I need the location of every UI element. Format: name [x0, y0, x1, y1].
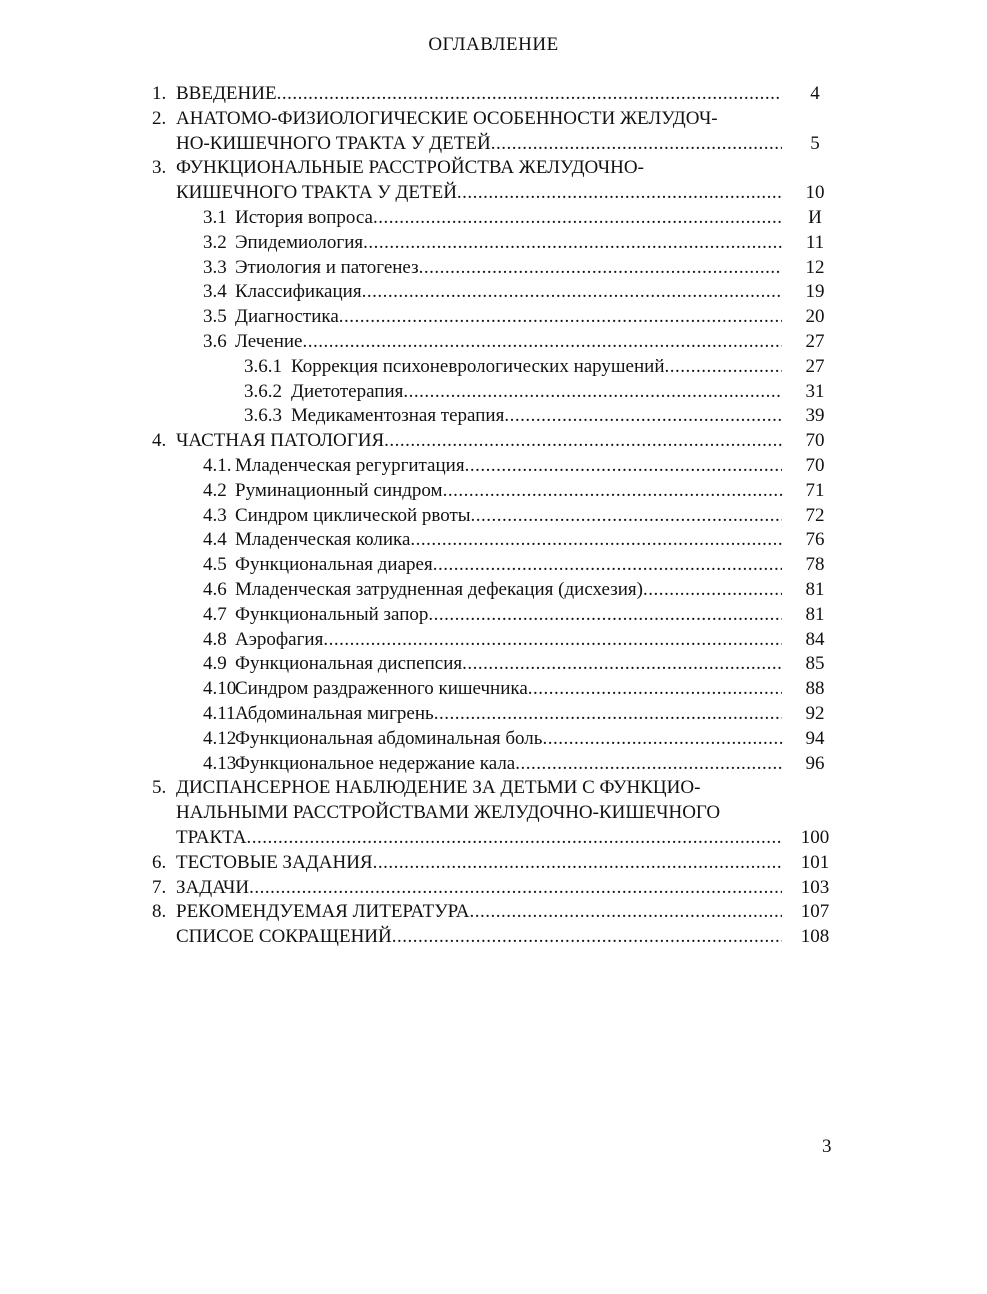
toc-entry-title: СПИСОЕ СОКРАЩЕНИЙ — [176, 926, 392, 948]
toc-entry — [0, 305, 987, 330]
toc-entry-title: Классификация — [235, 281, 362, 303]
dot-leader — [443, 479, 782, 504]
toc-entry-title: ДИСПАНСЕРНОЕ НАБЛЮДЕНИЕ ЗА ДЕТЬМИ С ФУНКЦИО- — [176, 777, 701, 799]
toc-entry-title: Синдром раздраженного кишечника — [235, 678, 528, 700]
toc-entry-title: Младенческая колика — [235, 529, 411, 551]
toc-entry-number: 4.5 — [203, 554, 227, 576]
toc-entry — [0, 429, 987, 454]
toc-entry-page: 94 — [805, 727, 825, 749]
toc-entry — [0, 826, 987, 851]
toc-entry-page: 4 — [810, 83, 820, 104]
toc-entry — [0, 355, 987, 380]
toc-entry-number: 4.9 — [203, 653, 227, 675]
dot-leader — [643, 578, 782, 603]
toc-entry-title: Эпидемиология — [235, 231, 364, 253]
dot-leader — [373, 206, 782, 231]
toc-entry — [0, 776, 987, 801]
toc-entry-page: 27 — [805, 330, 825, 352]
dot-leader — [339, 305, 782, 330]
toc-entry — [0, 677, 987, 702]
toc-entry-title: Этиология и патогенез — [235, 256, 419, 278]
dot-leader — [515, 752, 782, 777]
toc-entry-page: 108 — [800, 926, 830, 948]
toc-entry — [0, 380, 987, 405]
toc-entry-title: Коррекция психоневрологических нарушений — [291, 355, 665, 377]
toc-entry-title: Функциональная диспепсия — [235, 653, 463, 675]
toc-entry — [0, 107, 987, 132]
page-number: 3 — [822, 1136, 832, 1157]
dot-leader — [542, 727, 782, 752]
toc-entry — [0, 925, 987, 950]
dot-leader — [462, 652, 782, 677]
toc-entry-title: Младенческая регургитация — [235, 454, 465, 476]
toc-entry — [0, 578, 987, 603]
toc-entry-title: АНАТОМО-ФИЗИОЛОГИЧЕСКИЕ ОСОБЕННОСТИ ЖЕЛУДОЧ- — [176, 107, 718, 129]
toc-entry — [0, 206, 987, 231]
toc-entry-number: 4.1. — [203, 454, 232, 476]
toc-entry — [0, 404, 987, 429]
toc-entry-title: Абдоминальная мигрень — [235, 702, 434, 724]
toc-entry — [0, 553, 987, 578]
dot-leader — [373, 851, 782, 876]
toc-entry — [0, 132, 987, 157]
dot-leader — [247, 826, 782, 851]
toc-entry-number: 3.2 — [203, 231, 227, 253]
dot-leader — [433, 553, 782, 578]
toc-entry-title: Функциональное недержание кала — [235, 752, 516, 774]
toc-entry — [0, 330, 987, 355]
dot-leader — [302, 330, 782, 355]
toc-entry-title: Медикаментозная терапия — [291, 405, 505, 427]
toc-entry-title: Младенческая затрудненная дефекация (дисхезия) — [235, 578, 643, 600]
toc-entry-title: История вопроса — [235, 206, 373, 228]
toc-entry-title: ТЕСТОВЫЕ ЗАДАНИЯ — [176, 851, 373, 873]
toc-entry-number: 3.4 — [203, 281, 227, 303]
toc-entry-number: 4.8 — [203, 628, 227, 650]
dot-leader — [504, 404, 782, 429]
toc-entry — [0, 652, 987, 677]
toc-entry-page: 85 — [805, 653, 825, 675]
toc-entry-page: 70 — [805, 430, 825, 452]
toc-entry — [0, 181, 987, 206]
toc-entry-page: 71 — [805, 479, 825, 501]
toc-entry-number: 3.1 — [203, 206, 227, 228]
toc-entry — [0, 900, 987, 925]
toc-entry — [0, 479, 987, 504]
toc-entry-page: 5 — [810, 132, 820, 154]
toc-entry-number: 3.6.1 — [244, 355, 282, 377]
dot-leader — [323, 628, 782, 653]
toc-entry-number: 6. — [152, 851, 167, 873]
toc-entry — [0, 702, 987, 727]
toc-entry-page: 76 — [805, 529, 825, 551]
toc-entry — [0, 628, 987, 653]
toc-entry-title: ЧАСТНАЯ ПАТОЛОГИЯ — [176, 430, 385, 452]
toc-entry-title: РЕКОМЕНДУЕМАЯ ЛИТЕРАТУРА — [176, 901, 470, 923]
toc-entry-title: ТРАКТА — [176, 826, 247, 848]
dot-leader — [384, 429, 782, 454]
toc-entry-number: 8. — [152, 901, 167, 923]
toc-entry-title: Функциональная абдоминальная боль — [235, 727, 543, 749]
dot-leader — [428, 603, 782, 628]
toc-entry-title: ЗАДАЧИ — [176, 876, 250, 898]
toc-entry-page: 10 — [805, 182, 825, 204]
dot-leader — [491, 132, 782, 157]
toc-entry-title: ВВЕДЕНИЕ — [176, 83, 277, 104]
toc-entry-page: 103 — [800, 876, 830, 898]
toc-entry-title: Функциональный запор — [235, 603, 429, 625]
toc-entry-page: 11 — [805, 231, 825, 253]
toc-entry-number: 4.2 — [203, 479, 227, 501]
toc-entry-page: 81 — [805, 603, 825, 625]
toc-entry — [0, 727, 987, 752]
toc-entry-page: 31 — [805, 380, 825, 402]
page-title: ОГЛАВЛЕНИЕ — [428, 34, 559, 55]
toc-entry — [0, 504, 987, 529]
toc-entry-number: 3.6.2 — [244, 380, 282, 402]
dot-leader — [410, 528, 782, 553]
dot-leader — [528, 677, 782, 702]
toc-entry-number: 4.7 — [203, 603, 227, 625]
dot-leader — [471, 504, 782, 529]
toc-entry — [0, 280, 987, 305]
toc-entry — [0, 454, 987, 479]
toc-entry-page: 70 — [805, 454, 825, 476]
toc-entry-page: И — [808, 206, 822, 228]
toc-entry-page: 20 — [805, 306, 825, 328]
toc-entry-title: Руминационный синдром — [235, 479, 443, 501]
toc-entry-page: 19 — [805, 281, 825, 303]
dot-leader — [392, 925, 782, 950]
dot-leader — [665, 355, 783, 380]
toc-entry-title: НАЛЬНЫМИ РАССТРОЙСТВАМИ ЖЕЛУДОЧНО-КИШЕЧНОГО — [176, 802, 721, 824]
toc-entry-number: 3.6 — [203, 330, 227, 352]
toc-entry-title: ФУНКЦИОНАЛЬНЫЕ РАССТРОЙСТВА ЖЕЛУДОЧНО- — [176, 157, 644, 179]
dot-leader — [465, 454, 782, 479]
toc-entry-number: 4.13 — [203, 752, 237, 774]
toc-entry-number: 4.11 — [203, 702, 236, 724]
toc-entry — [0, 231, 987, 256]
toc-entry-number: 4.10 — [203, 678, 237, 700]
toc-entry-title: КИШЕЧНОГО ТРАКТА У ДЕТЕЙ — [176, 182, 457, 204]
dot-leader — [419, 256, 782, 281]
toc-entry-number: 4. — [152, 430, 167, 452]
toc-entry — [0, 752, 987, 777]
toc-entry-number: 4.6 — [203, 578, 227, 600]
dot-leader — [277, 82, 782, 107]
toc-entry-title: НО-КИШЕЧНОГО ТРАКТА У ДЕТЕЙ — [176, 132, 491, 154]
toc-entry-title: Диетотерапия — [291, 380, 404, 402]
toc-entry-page: 72 — [805, 504, 825, 526]
toc-entry — [0, 851, 987, 876]
toc-entry-title: Лечение — [235, 330, 303, 352]
toc-entry-number: 3.5 — [203, 306, 227, 328]
toc-entry-title: Функциональная диарея — [235, 554, 433, 576]
toc-entry-number: 2. — [152, 107, 167, 129]
toc-entry-page: 12 — [805, 256, 825, 278]
toc-entry-page: 84 — [805, 628, 825, 650]
table-of-contents — [0, 82, 987, 950]
toc-entry — [0, 603, 987, 628]
dot-leader — [434, 702, 782, 727]
dot-leader — [362, 280, 782, 305]
toc-entry-page: 101 — [800, 851, 830, 873]
toc-entry-number: 4.4 — [203, 529, 227, 551]
toc-entry-page: 27 — [805, 355, 825, 377]
toc-entry-number: 5. — [152, 777, 167, 799]
dot-leader — [363, 231, 782, 256]
toc-entry — [0, 801, 987, 826]
toc-entry-number: 4.12 — [203, 727, 237, 749]
toc-entry-page: 92 — [805, 702, 825, 724]
toc-entry-title: Аэрофагия — [235, 628, 324, 650]
toc-entry — [0, 876, 987, 901]
toc-entry-page: 81 — [805, 578, 825, 600]
toc-entry-number: 1. — [152, 83, 167, 104]
dot-leader — [403, 380, 782, 405]
toc-entry — [0, 256, 987, 281]
toc-entry — [0, 156, 987, 181]
dot-leader — [457, 181, 782, 206]
toc-entry-title: Диагностика — [235, 306, 339, 328]
dot-leader — [470, 900, 782, 925]
toc-entry-number: 3. — [152, 157, 167, 179]
toc-entry-page: 96 — [805, 752, 825, 774]
toc-entry-page: 88 — [805, 678, 825, 700]
dot-leader — [249, 876, 782, 901]
toc-entry-number: 3.6.3 — [244, 405, 282, 427]
toc-entry-number: 4.3 — [203, 504, 227, 526]
toc-entry-page: 78 — [805, 554, 825, 576]
toc-entry-page: 107 — [800, 901, 830, 923]
toc-entry — [0, 528, 987, 553]
toc-entry-number: 3.3 — [203, 256, 227, 278]
toc-entry-page: 100 — [800, 826, 830, 848]
toc-entry-title: Синдром циклической рвоты — [235, 504, 471, 526]
toc-entry-page: 39 — [805, 405, 825, 427]
toc-entry — [0, 82, 987, 107]
toc-entry-number: 7. — [152, 876, 167, 898]
